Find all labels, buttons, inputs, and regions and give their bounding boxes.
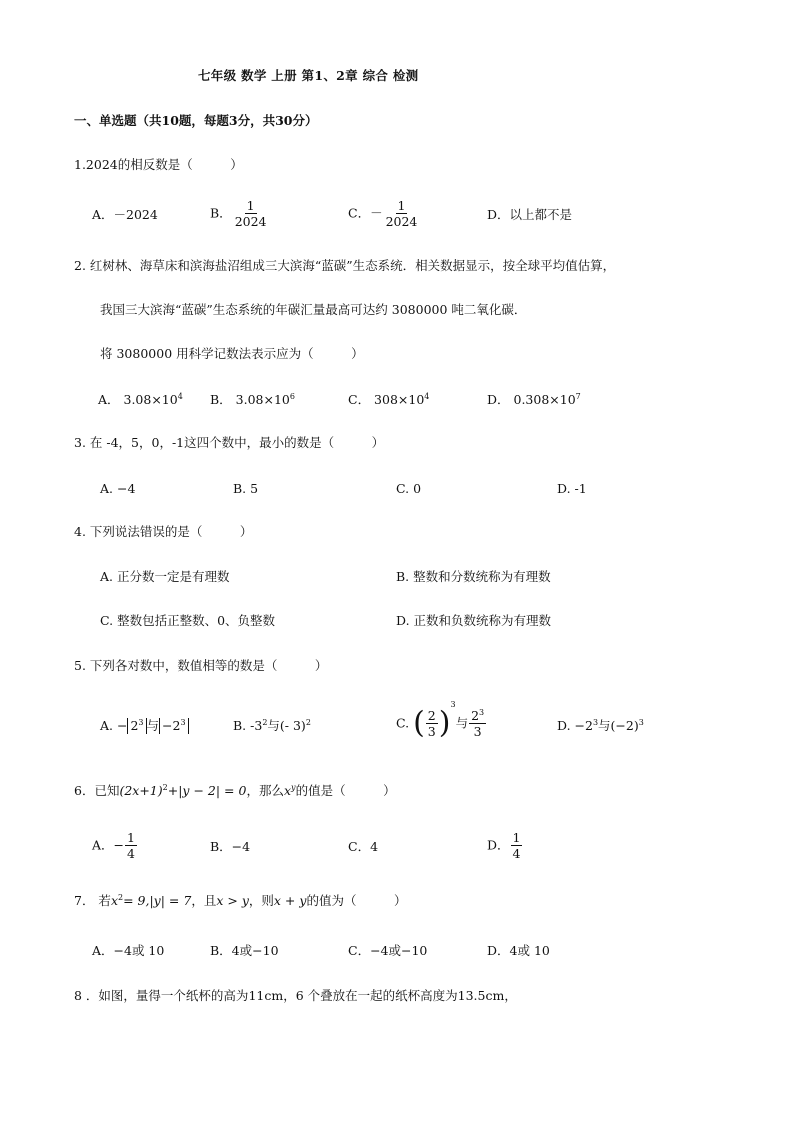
q1-option-d: D．以上都不是 [487,207,573,222]
q7-option-d: D．4或 10 [487,943,550,958]
q3-option-a: A. −4 [100,481,136,496]
section-header: 一、单选题（共10题，每题3分，共30分） [74,113,318,128]
q7-option-b: B．4或−10 [210,943,279,958]
question-8-stem: 8 ．如图，量得一个纸杯的高为11cm，6 个叠放在一起的纸杯高度为13.5cm， [74,988,517,1003]
q3-option-b: B. 5 [233,481,259,496]
page-title: 七年级 数学 上册 第1、2章 综合 检测 [198,68,419,83]
q4-option-a: A. 正分数一定是有理数 [100,569,230,584]
q7-option-c: C．−4或−10 [348,943,428,958]
question-2-line-2: 我国三大滨海“蓝碳”生态系统的年碳汇量最高可达约 3080000 吨二氧化碳． [100,302,527,317]
q3-option-c: C. 0 [396,481,422,496]
q3-option-d: D. -1 [557,481,587,496]
q6-option-b: B．−4 [210,839,251,854]
question-2-line-3: 将 3080000 用科学记数法表示应为（ ） [100,346,364,361]
q2-option-d: D． $0.308\times 10^7$ [487,391,581,407]
q5-option-c: C. ( $\frac{2}{3}$ )$^3$与 $\frac{2^3}{3}$ [396,700,485,741]
question-4-stem: 4. 下列说法错误的是（ ） [74,524,253,539]
question-6-stem: 6．已知$(2x+1)^2+|y - 2| = 0$，那么$x^y$的值是（ ） [74,782,396,798]
q4-option-b: B. 整数和分数统称为有理数 [396,569,551,584]
question-7-stem: 7． 若$x^2= 9,|y| = 7$，且x > y，则x + y的值为（ ） [74,892,407,908]
q5-option-b: B. $-3^2$与(- 3)$^2$ [233,717,311,733]
q6-option-a: A．− $\frac{1}{4}$ [92,830,135,861]
q1-option-a: A．－2024 [92,207,158,222]
q4-option-c: C. 整数包括正整数、0、负整数 [100,613,276,628]
question-2-line-1: 2. 红树林、海草床和滨海盐沼组成三大滨海“蓝碳”生态系统．相关数据显示，按全球平均值估算， [74,258,616,273]
q2-option-a: A． $3.08\times 10^4$ [98,391,183,407]
q6-option-d: D． $\frac{1}{4}$ [487,830,521,861]
q4-option-d: D. 正数和负数统称为有理数 [396,613,552,628]
q7-option-a: A．−4或 10 [92,943,165,958]
q2-option-b: B． $3.08\times 10^6$ [210,391,295,407]
q5-option-d: D. $-2^3$与$(-2)^3$ [557,717,644,733]
q6-option-c: C．4 [348,839,379,854]
q2-option-c: C． $308\times 10^4$ [348,391,430,407]
q1-option-b: B． $\frac{1}{2024}$ [210,198,267,229]
q1-option-c: C．－ $\frac{1}{2024}$ [348,198,418,229]
q5-option-a: A. − $2^3$ 与 $-2^3$ [100,717,189,735]
question-1-stem: 1.2024的相反数是（ ） [74,157,243,172]
question-3-stem: 3. 在 -4，5，0，-1这四个数中，最小的数是（ ） [74,435,385,450]
question-5-stem: 5. 下列各对数中，数值相等的数是（ ） [74,658,328,673]
